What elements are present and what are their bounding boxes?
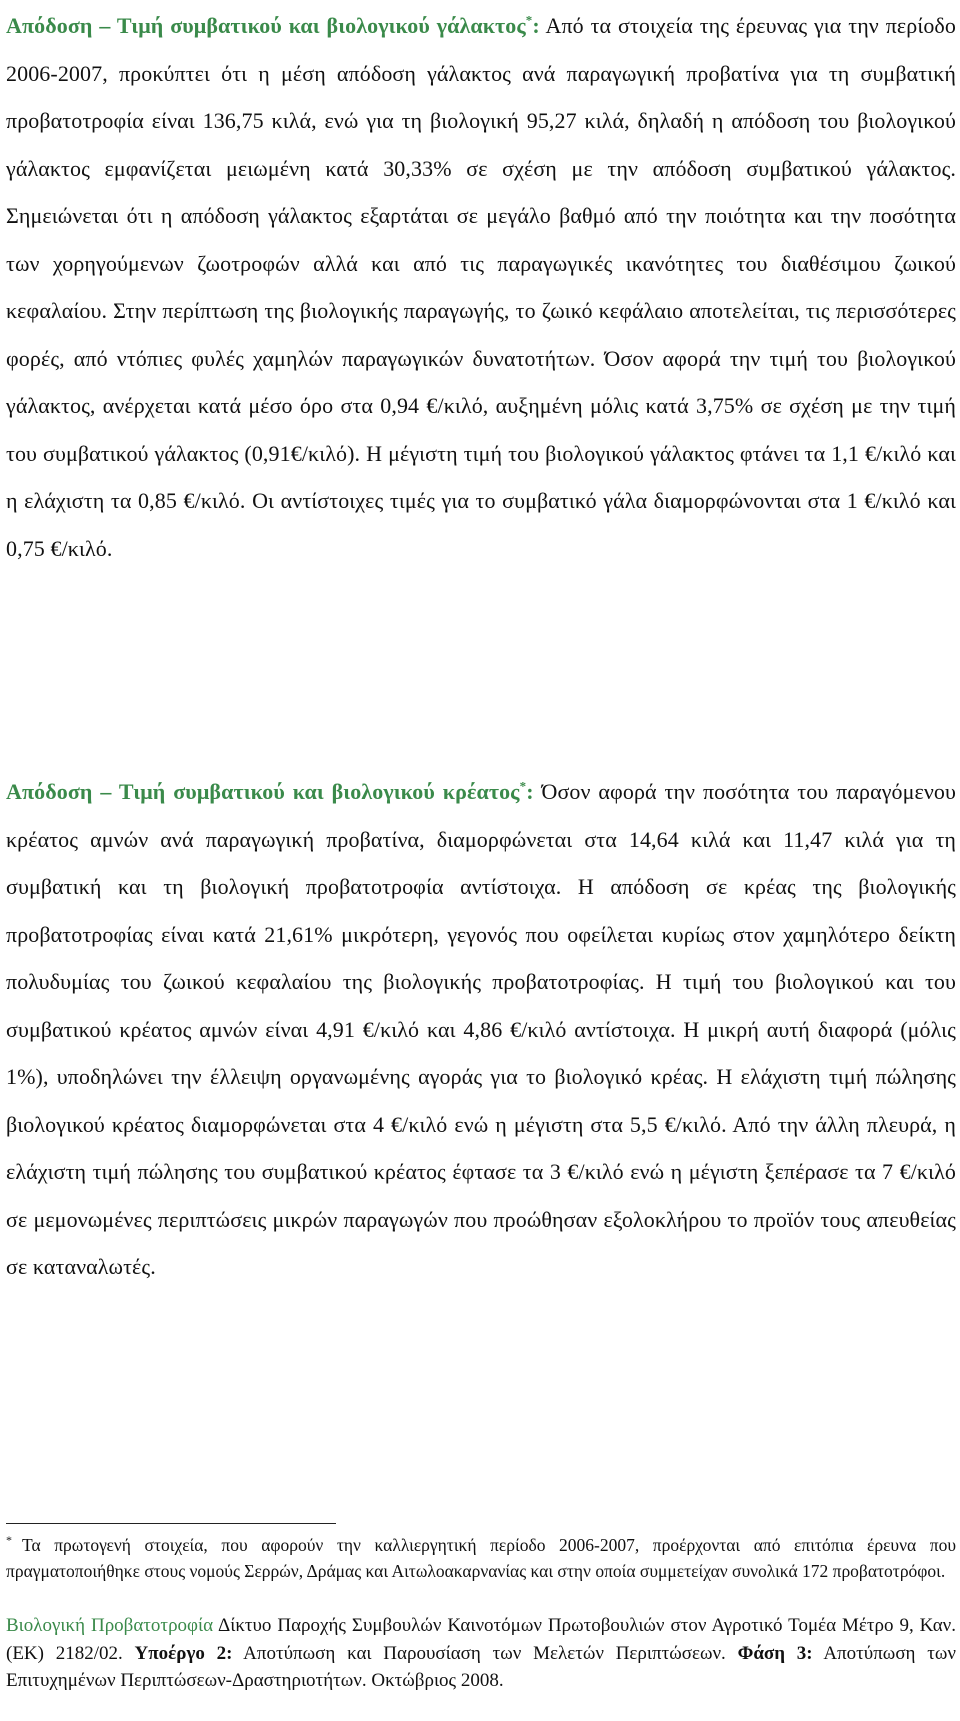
footer-text-3: Αποτύπωση των Επιτυχημένων Περιπτώσεων-Δραστηριοτήτων. Οκτώβριος 2008.	[6, 1642, 956, 1691]
milk-yield-price-paragraph	[6, 2, 956, 572]
footnote	[6, 1532, 956, 1584]
footnote-mark: *	[6, 1533, 12, 1548]
milk-section-body: Από τα στοιχεία της έρευνας για την περίοδο 2006-2007, προκύπτει ότι η μέση απόδοση γάλακτος ανά παραγωγική προβατίνα για τη συμβατική προβατοτροφία είναι 136,75 κιλά, ενώ για τη βιολογική 95,27 κιλά, δηλαδή η απόδοση του βιολογικού γάλακτος εμφανίζεται μειωμένη κατά 30,33% σε σχέση με την απόδοση συμβατικού γάλακτος. Σημειώνεται ότι η απόδοση γάλακτος εξαρτάται σε μεγάλο βαθμό από την ποιότητα και την ποσότητα των χορηγούμενων ζωοτροφών αλλά και από τις παραγωγικές ικανότητες του διαθέσιμου ζωικού κεφαλαίου. Στην περίπτωση της βιολογικής παραγωγής, το ζωικό κεφάλαιο αποτελείται, τις περισσότερες φορές, από ντόπιες φυλές χαμηλών παραγωγικών δυνατοτήτων. Όσον αφορά την τιμή του βιολογικού γάλακτος, ανέρχεται κατά μέσο όρο στα 0,94 €/κιλό, αυξημένη μόλις κατά 3,75% σε σχέση με την τιμή του συμβατικού γάλακτος (0,91€/κιλό). Η μέγιστη τιμή του βιολογικού γάλακτος φτάνει τα 1,1 €/κιλό και η ελάχιστη τα 0,85 €/κιλό. Οι αντίστοιχες τιμές για το συμβατικό γάλα διαμορφώνονται στα 1 €/κιλό και 0,75 €/κιλό.	[6, 13, 957, 561]
meat-yield-price-paragraph	[6, 768, 956, 1291]
meat-section-heading: Απόδοση – Τιμή συμβατικού και βιολογικού κρέατος*:	[6, 778, 534, 804]
footnote-text: Τα πρωτογενή στοιχεία, που αφορούν την καλλιεργητική περίοδο 2006-2007, προέρχονται από επιτόπια έρευνα που πραγματοποιήθηκε στους νομούς Σερρών, Δράμας και Αιτωλοακαρνανίας και στην οποία συμμετείχαν συνολικά 172 προβατοτρόφοι.	[6, 1535, 956, 1581]
milk-section-heading: Απόδοση – Τιμή συμβατικού και βιολογικού γάλακτος*:	[6, 12, 540, 38]
meat-section-body: Όσον αφορά την ποσότητα του παραγόμενου κρέατος αμνών ανά παραγωγική προβατίνα, διαμορφώνεται στα 14,64 κιλά και 11,47 κιλά για τη συμβατική και τη βιολογική προβατοτροφία αντίστοιχα. Η απόδοση σε κρέας της βιολογικής προβατοτροφίας είναι κατά 21,61% μικρότερη, γεγονός που οφείλεται κυρίως στον χαμηλότερο δείκτη πολυδυμίας του ζωικού κεφαλαίου της βιολογικής προβατοτροφίας. Η τιμή του βιολογικού και του συμβατικού κρέατος αμνών είναι 4,91 €/κιλό και 4,86 €/κιλό αντίστοιχα. Η μικρή αυτή διαφορά (μόλις 1%), υποδηλώνει την έλλειψη οργανωμένης αγοράς για το βιολογικό κρέας. Η ελάχιστη τιμή πώλησης βιολογικού κρέατος διαμορφώνεται στα 4 €/κιλό ενώ η μέγιστη στα 5,5 €/κιλό. Από την άλλη πλευρά, η ελάχιστη τιμή πώλησης του συμβατικού κρέατος έφτασε τα 3 €/κιλό ενώ η μέγιστη ξεπέρασε τα 7 €/κιλό σε μεμονωμένες περιπτώσεις μικρών παραγωγών που προώθησαν εξολοκλήρου το προϊόν τους απευθείας σε καταναλωτές.	[6, 779, 956, 1279]
page-footer	[6, 1612, 956, 1695]
footer-phase-label: Φάση 3:	[737, 1642, 813, 1664]
footnote-reference-mark[interactable]: *	[519, 778, 527, 794]
footnote-separator	[6, 1523, 336, 1524]
footer-text-2: Αποτύπωση και Παρουσίαση των Μελετών Περιπτώσεων.	[232, 1642, 738, 1664]
footer-text-1: Δίκτυο Παροχής Συμβουλών Καινοτόμων Πρωτοβουλιών στον Αγροτικό Τομέα Μέτρο 9, Καν.(ΕΚ) 2182/02.	[6, 1615, 956, 1664]
footer-title: Βιολογική Προβατοτροφία	[6, 1615, 214, 1636]
footer-subproject-label: Υποέργο 2:	[134, 1642, 233, 1664]
footnote-reference-mark[interactable]: *	[525, 12, 533, 28]
